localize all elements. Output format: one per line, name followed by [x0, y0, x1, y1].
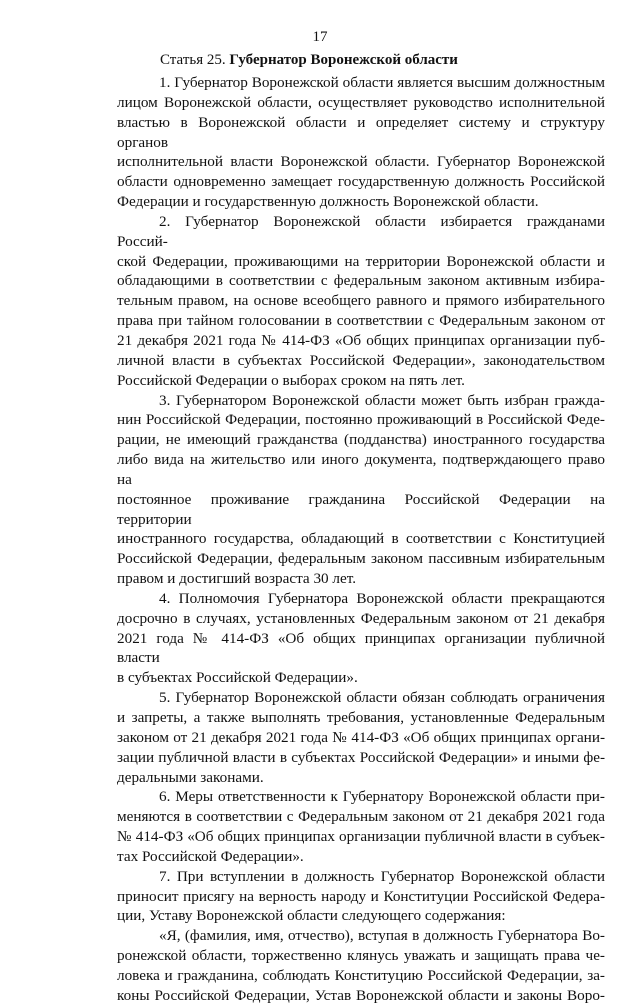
paragraph-5 — [117, 688, 605, 787]
text-line: тельным правом, на основе всеобщего равного и прямого избирательного — [117, 292, 605, 310]
paragraph-2 — [117, 212, 605, 391]
text-line: ронежской области, торжественно клянусь уважать и защищать права че- — [117, 947, 605, 965]
text-line: правом и достигший возраста 30 лет. — [117, 570, 357, 588]
text-line: № 414-ФЗ «Об общих принципах организации публичной власти в субъек- — [117, 828, 605, 846]
paragraph-8 — [117, 926, 605, 1005]
text-line: меняются в соответствии с Федеральным законом от 21 декабря 2021 года — [117, 808, 605, 826]
text-line: Российской Федерации, федеральным законом пассивным избирательным — [117, 550, 605, 568]
paragraph-4 — [117, 589, 605, 688]
text-line: ской Федерации, проживающими на территории Воронежской области и — [117, 252, 605, 270]
text-line: 5. Губернатор Воронежской области обязан соблюдать ограничения — [159, 689, 605, 707]
text-line: рации, не имеющий гражданства (подданства) иностранного государства — [117, 431, 605, 449]
text-line: постоянное проживание гражданина Российской Федерации на территории — [117, 490, 605, 528]
paragraph-1 — [117, 73, 605, 212]
text-line: области одновременно замещает государственную должность Российской — [117, 173, 605, 191]
text-line: властью в Воронежской области и определяет систему и структуру органов — [117, 113, 605, 151]
article-body — [117, 73, 605, 1006]
text-line: иностранного государства, обладающий в соответствии с Конституцией — [117, 530, 605, 548]
text-line: обладающими в соответствии с федеральным законом активным избира- — [117, 272, 605, 290]
text-line: деральными законами. — [117, 768, 264, 786]
page-number: 17 — [312, 29, 328, 45]
text-line: «Я, (фамилия, имя, отчество), вступая в должность Губернатора Во- — [159, 927, 605, 945]
text-line: ловека и гражданина, соблюдать Конституцию Российской Федерации, за- — [117, 966, 605, 984]
text-line: личной власти в субъектах Российской Федерации», законодательством — [117, 351, 605, 369]
text-line: тах Российской Федерации». — [117, 847, 304, 865]
text-line: 1. Губернатор Воронежской области является высшим должностным — [159, 74, 605, 91]
paragraph-7 — [117, 867, 605, 927]
text-line: зации публичной власти в субъектах Российской Федерации» и иными фе- — [117, 748, 605, 766]
article-label: Статья 25. — [160, 52, 226, 68]
text-line: Федерации и государственную должность Воронежской области. — [117, 193, 539, 211]
paragraph-6 — [117, 787, 605, 866]
text-line: коны Российской Федерации, Устав Воронежской области и законы Воро- — [117, 986, 605, 1004]
text-line: 6. Меры ответственности к Губернатору Воронежской области при- — [159, 788, 605, 806]
article-title: Губернатор Воронежской области — [229, 52, 458, 68]
text-line: 2. Губернатор Воронежской области избирается гражданами Россий- — [117, 212, 605, 250]
text-line: исполнительной власти Воронежской области. Губернатор Воронежской — [117, 153, 605, 171]
paragraph-3 — [117, 391, 605, 589]
text-line: законом от 21 декабря 2021 года № 414-ФЗ «Об общих принципах органи- — [117, 728, 605, 746]
text-line: ции, Уставу Воронежской области следующего содержания: — [117, 907, 506, 925]
text-line: приносит присягу на верность народу и Конституции Российской Федера- — [117, 887, 605, 905]
text-line: и запреты, а также выполнять требования, установленные Федеральным — [117, 709, 605, 726]
text-line: нин Российской Федерации, постоянно проживающий в Российской Феде- — [117, 411, 605, 429]
article-heading — [160, 51, 458, 69]
text-line: лицом Воронежской области, осуществляет руководство исполнительной — [117, 93, 605, 111]
text-line: 3. Губернатором Воронежской области может быть избран гражда- — [159, 391, 605, 409]
text-line: 4. Полномочия Губернатора Воронежской области прекращаются — [159, 589, 605, 607]
text-line: права при тайном голосовании в соответствии с Федеральным законом от — [117, 312, 605, 330]
text-line: 7. При вступлении в должность Губернатор Воронежской области — [159, 867, 605, 885]
text-line: 21 декабря 2021 года № 414-ФЗ «Об общих принципах организации пуб- — [117, 331, 605, 349]
text-line: досрочно в случаях, установленных Федеральным законом от 21 декабря — [117, 609, 605, 627]
text-line: Российской Федерации о выборах сроком на пять лет. — [117, 371, 465, 389]
text-line: в субъектах Российской Федерации». — [117, 669, 358, 687]
text-line: либо вида на жительство или иного документа, подтверждающего право на — [117, 451, 605, 488]
text-line: 2021 года № 414-ФЗ «Об общих принципах организации публичной власти — [117, 629, 605, 667]
